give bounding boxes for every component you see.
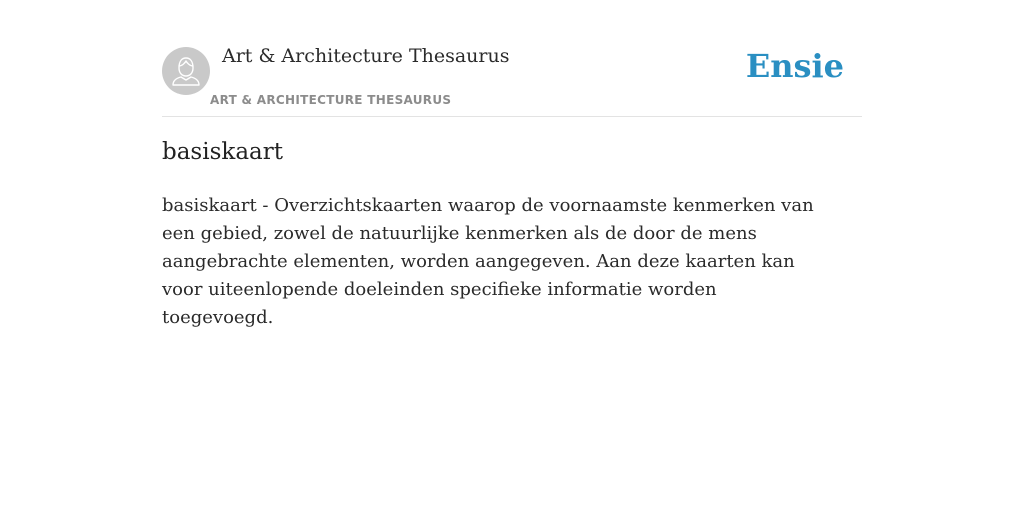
definition-text: basiskaart - Overzichtskaarten waarop de voornaamste kenmerken van een gebied, zowel de natuurlijke kenmerken als de door de mens aangebrachte elementen, worden aangegeven. Aan deze kaarten kan voor uiteenlopende doeleinden specifieke informatie worden toegevoegd. [162,195,814,328]
source-label[interactable]: ART & ARCHITECTURE THESAURUS [210,93,452,107]
ensie-logo[interactable]: Ensie [745,47,844,85]
author-name[interactable]: Art & Architecture Thesaurus [222,45,510,67]
user-outline-icon [162,47,210,95]
avatar[interactable] [162,47,210,95]
header [162,0,862,117]
term-title: basiskaart [162,139,283,165]
